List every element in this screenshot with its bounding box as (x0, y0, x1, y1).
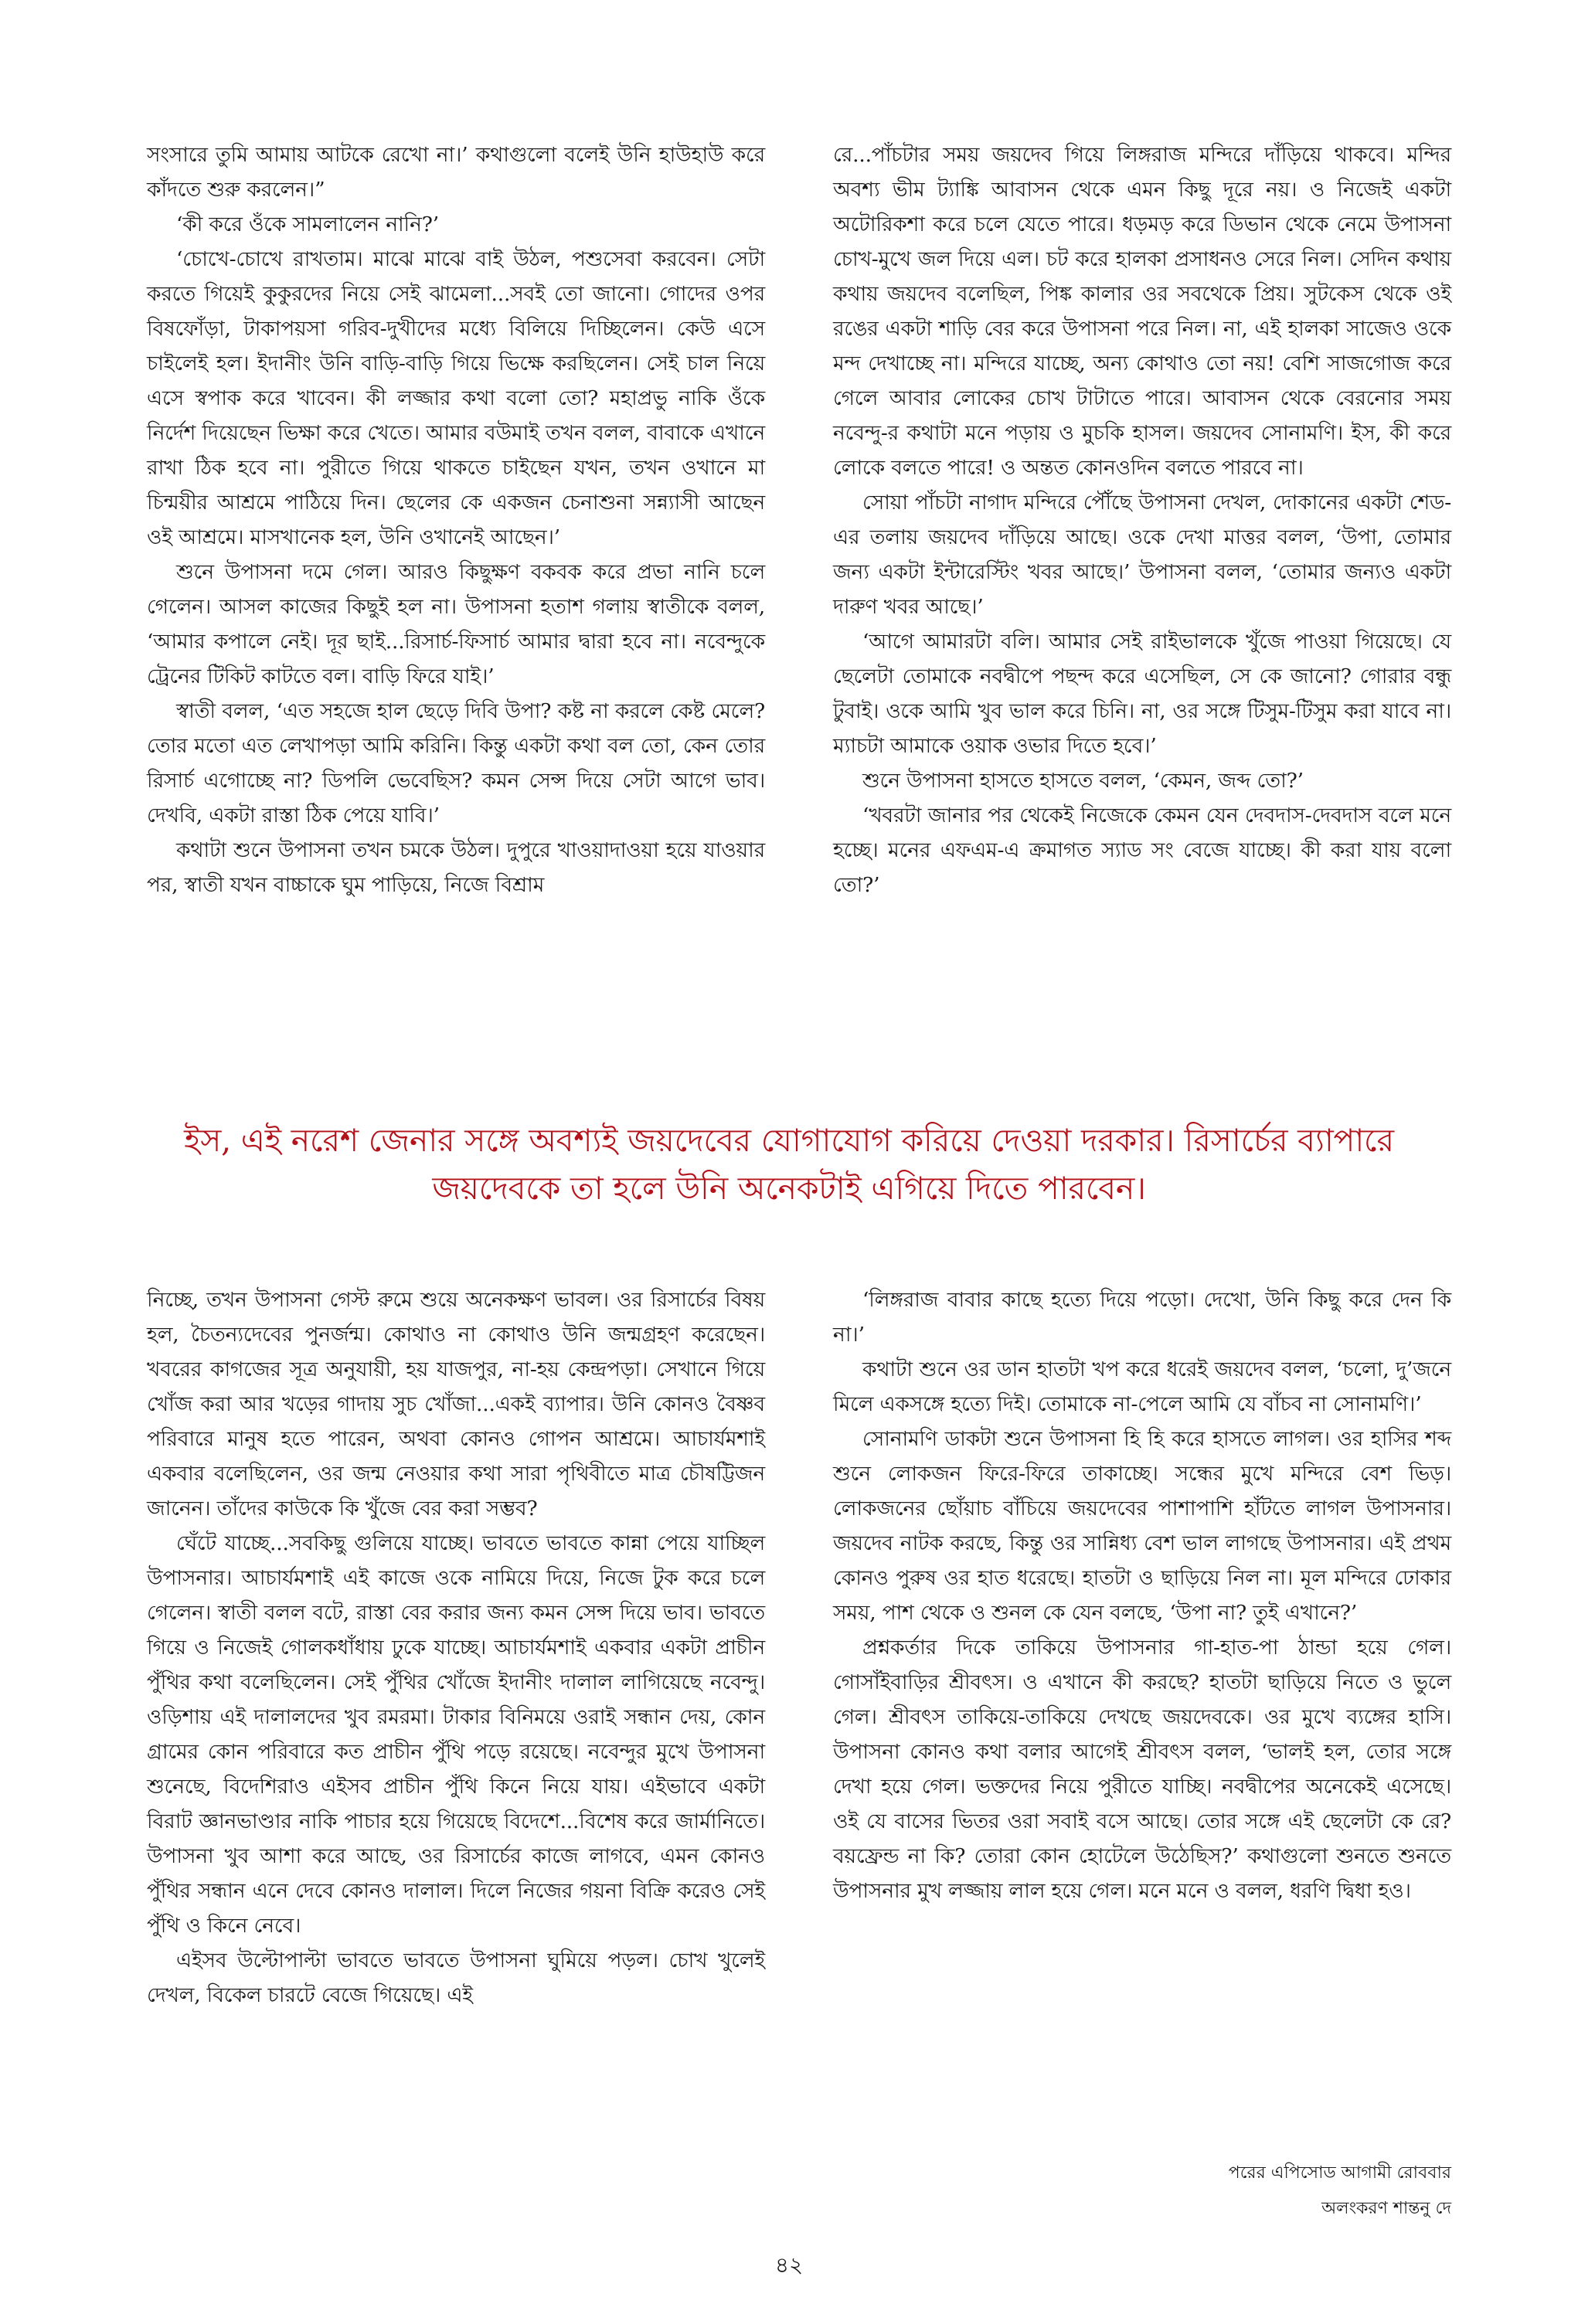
paragraph: শুনে উপাসনা দমে গেল। আরও কিছুক্ষণ বকবক করে প্রভা নানি চলে গেলেন। আসল কাজের কিছুই হল না। উপাসনা হতাশ গলায় স্বাতীকে বলল, ‘আমার কপালে নেই। দূর ছাই...রিসার্চ-ফিসার্চ আমার দ্বারা হবে না। নবেন্দুকে ট্রেনের টিকিট কাটতে বল। বাড়ি ফিরে যাই।’ (147, 560, 765, 688)
paragraph: সোনামণি ডাকটা শুনে উপাসনা হি হি করে হাসতে লাগল। ওর হাসির শব্দ শুনে লোকজন ফিরে-ফিরে তাকাচ্ছে। সন্ধের মুখে মন্দিরে বেশ ভিড়। লোকজনের ছোঁয়াচ বাঁচিয়ে জয়দেবের পাশাপাশি হাঁটতে লাগল উপাসনার। জয়দেব নাটক করছে, কিন্তু ওর সান্নিধ্য বেশ ভাল লাগছে উপাসনার। এই প্রথম কোনও পুরুষ ওর হাত ধরেছে। হাতটা ও ছাড়িয়ে নিল না। মূল মন্দিরে ঢোকার সময়, পাশ থেকে ও শুনল কে যেন বলছে, ‘উপা না? তুই এখানে?’ (833, 1427, 1451, 1625)
paragraph: এইসব উল্টোপাল্টা ভাবতে ভাবতে উপাসনা ঘুমিয়ে পড়ল। চোখ খুলেই দেখল, বিকেল চারটে বেজে গিয়েছে। এই (147, 1949, 765, 2007)
pull-quote-line: জয়দেবকে তা হলে উনি অনেকটাই এগিয়ে দিতে পারবেন। (432, 1170, 1146, 1207)
paragraph: সংসারে তুমি আমায় আটকে রেখো না।’ কথাগুলো বলেই উনি হাউহাউ করে কাঁদতে শুরু করলেন।” (147, 143, 765, 202)
paragraph: সোয়া পাঁচটা নাগাদ মন্দিরে পৌঁছে উপাসনা দেখল, দোকানের একটা শেড-এর তলায় জয়দেব দাঁড়িয়ে আছে। ওকে দেখা মাত্তর বলল, ‘উপা, তোমার জন্য একটা ইন্টারেস্টিং খবর আছে।’ উপাসনা বলল, ‘তোমার জন্যও একটা দারুণ খবর আছে।’ (833, 491, 1451, 619)
column-top-left (147, 138, 765, 902)
paragraph: রে...পাঁচটার সময় জয়দেব গিয়ে লিঙ্গরাজ মন্দিরে দাঁড়িয়ে থাকবে। মন্দির অবশ্য ভীম ট্যাঙ্কি আবাসন থেকে এমন কিছু দূরে নয়। ও নিজেই একটা অটোরিকশা করে চলে যেতে পারে। ধড়মড় করে ডিভান থেকে নেমে উপাসনা চোখ-মুখে জল দিয়ে এল। চট করে হালকা প্রসাধনও সেরে নিল। সেদিন কথায় কথায় জয়দেব বলেছিল, পিঙ্ক কালার ওর সবথেকে প্রিয়। সুটকেস থেকে ওই রঙের একটা শাড়ি বের করে উপাসনা পরে নিল। না, এই হালকা সাজেও ওকে মন্দ দেখাচ্ছে না। মন্দিরে যাচ্ছে, অন্য কোথাও তো নয়! বেশি সাজগোজ করে গেলে আবার লোকের চোখ টাটাতে পারে। আবাসন থেকে বেরনোর সময় নবেন্দু-র কথাটা মনে পড়ায় ও মুচকি হাসল। জয়দেব সোনামণি। ইস, কী করে লোকে বলতে পারে! ও অন্তত কোনওদিন বলতে পারবে না। (833, 143, 1451, 480)
pull-quote (116, 1116, 1462, 1212)
paragraph: ঘেঁটে যাচ্ছে...সবকিছু গুলিয়ে যাচ্ছে। ভাবতে ভাবতে কান্না পেয়ে যাচ্ছিল উপাসনার। আচার্যমশাই এই কাজে ওকে নামিয়ে দিয়ে, নিজে টুক করে চলে গেলেন। স্বাতী বলল বটে, রাস্তা বের করার জন্য কমন সেন্স দিয়ে ভাব। ভাবতে গিয়ে ও নিজেই গোলকধাঁধায় ঢুকে যাচ্ছে। আচার্যমশাই একবার একটা প্রাচীন পুঁথির কথা বলেছিলেন। সেই পুঁথির খোঁজে ইদানীং দালাল লাগিয়েছে নবেন্দু। ওড়িশায় এই দালালদের খুব রমরমা। টাকার বিনিময়ে ওরাই সন্ধান দেয়, কোন গ্রামের কোন পরিবারে কত প্রাচীন পুঁথি পড়ে রয়েছে। নবেন্দুর মুখে উপাসনা শুনেছে, বিদেশিরাও এইসব প্রাচীন পুঁথি কিনে নিয়ে যায়। এইভাবে একটা বিরাট জ্ঞানভাণ্ডার নাকি পাচার হয়ে গিয়েছে বিদেশে...বিশেষ করে জার্মানিতে। উপাসনা খুব আশা করে আছে, ওর রিসার্চের কাজে লাগবে, এমন কোনও পুঁথির সন্ধান এনে দেবে কোনও দালাল। দিলে নিজের গয়না বিক্রি করেও সেই পুঁথি ও কিনে নেবে। (147, 1531, 765, 1938)
column-top-right (833, 138, 1451, 902)
illustration-credit: অলংকরণ শান্তনু দে (1321, 2199, 1451, 2218)
paragraph: ‘কী করে ওঁকে সামলালেন নানি?’ (176, 212, 439, 236)
paragraph: শুনে উপাসনা হাসতে হাসতে বলল, ‘কেমন, জব্দ তো?’ (862, 769, 1304, 793)
next-episode-note: পরের এপিসোড আগামী রোববার (1228, 2163, 1451, 2183)
paragraph: কথাটা শুনে ওর ডান হাতটা খপ করে ধরেই জয়দেব বলল, ‘চলো, দু’জনে মিলে একসঙ্গে হত্যে দিই। তোমাকে না-পেলে আমি যে বাঁচব না সোনামণি।’ (833, 1357, 1451, 1416)
credits (833, 2156, 1451, 2227)
paragraph: প্রশ্নকর্তার দিকে তাকিয়ে উপাসনার গা-হাত-পা ঠান্ডা হয়ে গেল। গোসাঁইবাড়ির শ্রীবৎস। ও এখানে কী করছে? হাতটা ছাড়িয়ে নিতে ও ভুলে গেল। শ্রীবৎস তাকিয়ে-তাকিয়ে দেখছে জয়দেবকে। ওর মুখে ব্যঙ্গের হাসি। উপাসনা কোনও কথা বলার আগেই শ্রীবৎস বলল, ‘ভালই হল, তোর সঙ্গে দেখা হয়ে গেল। ভক্তদের নিয়ে পুরীতে যাচ্ছি। নবদ্বীপের অনেকেই এসেছে। ওই যে বাসের ভিতর ওরা সবাই বসে আছে। তোর সঙ্গে এই ছেলেটা কে রে? বয়ফ্রেন্ড না কি? তোরা কোন হোটেলে উঠেছিস?’ কথাগুলো শুনতে শুনতে উপাসনার মুখ লজ্জায় লাল হয়ে গেল। মনে মনে ও বলল, ধরণি দ্বিধা হও। (833, 1636, 1451, 1903)
paragraph: ‘আগে আমারটা বলি। আমার সেই রাইভালকে খুঁজে পাওয়া গিয়েছে। যে ছেলেটা তোমাকে নবদ্বীপে পছন্দ করে এসেছিল, সে কে জানো? গোরার বন্ধু টুবাই। ওকে আমি খুব ভাল করে চিনি। না, ওর সঙ্গে টিসুম-টিসুম করা যাবে না। ম্যাচটা আমাকে ওয়াক ওভার দিতে হবে।’ (833, 630, 1451, 758)
paragraph: ‘চোখে-চোখে রাখতাম। মাঝে মাঝে বাই উঠল, পশুসেবা করবেন। সেটা করতে গিয়েই কুকুরদের নিয়ে সেই ঝামেলা...সবই তো জানো। গোদের ওপর বিষফোঁড়া, টাকাপয়সা গরিব-দুখীদের মধ্যে বিলিয়ে দিচ্ছিলেন। কেউ এসে চাইলেই হল। ইদানীং উনি বাড়ি-বাড়ি গিয়ে ভিক্ষে করছিলেন। সেই চাল নিয়ে এসে স্বপাক করে খাবেন। কী লজ্জার কথা বলো তো? মহাপ্রভু নাকি ওঁকে নির্দেশ দিয়েছেন ভিক্ষা করে খেতে। আমার বউমাই তখন বলল, বাবাকে এখানে রাখা ঠিক হবে না। পুরীতে গিয়ে থাকতে চাইছেন যখন, তখন ওখানে মা চিন্ময়ীর আশ্রমে পাঠিয়ে দিন। ছেলের কে একজন চেনাশুনা সন্ন্যাসী আছেন ওই আশ্রমে। মাসখানেক হল, উনি ওখানেই আছেন।’ (147, 247, 765, 549)
paragraph: ‘লিঙ্গরাজ বাবার কাছে হত্যে দিয়ে পড়ো। দেখো, উনি কিছু করে দেন কি না।’ (833, 1288, 1451, 1347)
pull-quote-line: ইস, এই নরেশ জেনার সঙ্গে অবশ্যই জয়দেবের যোগাযোগ করিয়ে দেওয়া দরকার। রিসার্চের ব্যাপারে (184, 1122, 1394, 1159)
column-bottom-left (147, 1283, 765, 2013)
page-number: ৪২ (774, 2252, 804, 2278)
column-bottom-right (833, 1283, 1451, 1908)
paragraph: কথাটা শুনে উপাসনা তখন চমকে উঠল। দুপুরে খাওয়াদাওয়া হয়ে যাওয়ার পর, স্বাতী যখন বাচ্চাকে ঘুম পাড়িয়ে, নিজে বিশ্রাম (147, 838, 765, 897)
paragraph: স্বাতী বলল, ‘এত সহজে হাল ছেড়ে দিবি উপা? কষ্ট না করলে কেষ্ট মেলে? তোর মতো এত লেখাপড়া আমি করিনি। কিন্তু একটা কথা বল তো, কেন তোর রিসার্চ এগোচ্ছে না? ডিপলি ভেবেছিস? কমন সেন্স দিয়ে সেটা আগে ভাব। দেখবি, একটা রাস্তা ঠিক পেয়ে যাবি।’ (147, 699, 765, 827)
paragraph: ‘খবরটা জানার পর থেকেই নিজেকে কেমন যেন দেবদাস-দেবদাস বলে মনে হচ্ছে। মনের এফএম-এ ক্রমাগত স্যাড সং বেজে যাচ্ছে। কী করা যায় বলো তো?’ (833, 804, 1451, 897)
paragraph: নিচ্ছে, তখন উপাসনা গেস্ট রুমে শুয়ে অনেকক্ষণ ভাবল। ওর রিসার্চের বিষয় হল, চৈতন্যদেবের পুনর্জন্ম। কোথাও না কোথাও উনি জন্মগ্রহণ করেছেন। খবরের কাগজের সূত্র অনুযায়ী, হয় যাজপুর, না-হয় কেন্দ্রপড়া। সেখানে গিয়ে খোঁজ করা আর খড়ের গাদায় সুচ খোঁজা...একই ব্যাপার। উনি কোনও বৈষ্ণব পরিবারে মানুষ হতে পারেন, অথবা কোনও গোপন আশ্রমে। আচার্যমশাই একবার বলেছিলেন, ওর জন্ম নেওয়ার কথা সারা পৃথিবীতে মাত্র চৌষট্টিজন জানেন। তাঁদের কাউকে কি খুঁজে বের করা সম্ভব? (147, 1288, 765, 1520)
